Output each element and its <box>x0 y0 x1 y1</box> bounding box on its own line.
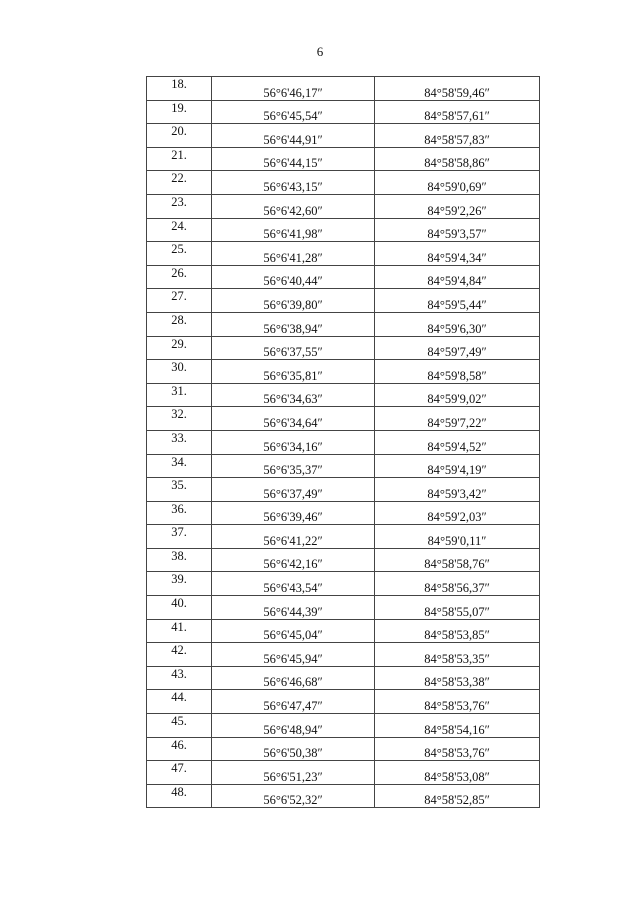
longitude-cell: 84°58'57,61″ <box>375 100 540 124</box>
longitude-cell: 84°58'53,76″ <box>375 737 540 761</box>
table-row <box>147 430 540 454</box>
latitude-cell: 56°6'47,47″ <box>212 690 375 714</box>
latitude-cell: 56°6'43,54″ <box>212 572 375 596</box>
latitude-cell: 56°6'45,54″ <box>212 100 375 124</box>
latitude-cell: 56°6'34,16″ <box>212 430 375 454</box>
table-row <box>147 383 540 407</box>
longitude-cell: 84°59'8,58″ <box>375 360 540 384</box>
longitude-cell: 84°58'54,16″ <box>375 714 540 738</box>
latitude-cell: 56°6'46,17″ <box>212 77 375 101</box>
longitude-cell: 84°59'3,57″ <box>375 218 540 242</box>
table-row <box>147 596 540 620</box>
table-row <box>147 501 540 525</box>
longitude-cell: 84°59'5,44″ <box>375 289 540 313</box>
table-row <box>147 619 540 643</box>
table-row <box>147 690 540 714</box>
latitude-cell: 56°6'38,94″ <box>212 312 375 336</box>
latitude-cell: 56°6'34,64″ <box>212 407 375 431</box>
longitude-cell: 84°58'58,76″ <box>375 548 540 572</box>
point-number-cell: 25. <box>147 242 212 266</box>
point-number-cell: 41. <box>147 619 212 643</box>
longitude-cell: 84°59'4,52″ <box>375 430 540 454</box>
table-row <box>147 572 540 596</box>
latitude-cell: 56°6'41,28″ <box>212 242 375 266</box>
point-number-cell: 24. <box>147 218 212 242</box>
table-row <box>147 124 540 148</box>
point-number-cell: 18. <box>147 77 212 101</box>
longitude-cell: 84°59'2,03″ <box>375 501 540 525</box>
table-row <box>147 171 540 195</box>
point-number-cell: 28. <box>147 312 212 336</box>
table-row <box>147 643 540 667</box>
table-row <box>147 525 540 549</box>
latitude-cell: 56°6'35,37″ <box>212 454 375 478</box>
point-number-cell: 26. <box>147 265 212 289</box>
table-row <box>147 147 540 171</box>
longitude-cell: 84°58'55,07″ <box>375 596 540 620</box>
table-row <box>147 265 540 289</box>
latitude-cell: 56°6'39,46″ <box>212 501 375 525</box>
point-number-cell: 30. <box>147 360 212 384</box>
longitude-cell: 84°58'53,85″ <box>375 619 540 643</box>
longitude-cell: 84°59'0,11″ <box>375 525 540 549</box>
latitude-cell: 56°6'48,94″ <box>212 714 375 738</box>
latitude-cell: 56°6'46,68″ <box>212 666 375 690</box>
latitude-cell: 56°6'37,49″ <box>212 478 375 502</box>
latitude-cell: 56°6'37,55″ <box>212 336 375 360</box>
latitude-cell: 56°6'44,15″ <box>212 147 375 171</box>
table-row <box>147 289 540 313</box>
point-number-cell: 29. <box>147 336 212 360</box>
longitude-cell: 84°59'4,84″ <box>375 265 540 289</box>
coordinates-table <box>146 76 540 808</box>
longitude-cell: 84°58'52,85″ <box>375 784 540 808</box>
point-number-cell: 21. <box>147 147 212 171</box>
table-row <box>147 784 540 808</box>
table-row <box>147 714 540 738</box>
point-number-cell: 44. <box>147 690 212 714</box>
table-row <box>147 548 540 572</box>
table-row <box>147 312 540 336</box>
point-number-cell: 36. <box>147 501 212 525</box>
point-number-cell: 35. <box>147 478 212 502</box>
point-number-cell: 45. <box>147 714 212 738</box>
latitude-cell: 56°6'51,23″ <box>212 761 375 785</box>
page-number: 6 <box>316 44 324 59</box>
table-row <box>147 737 540 761</box>
point-number-cell: 32. <box>147 407 212 431</box>
longitude-cell: 84°59'2,26″ <box>375 194 540 218</box>
longitude-cell: 84°59'7,49″ <box>375 336 540 360</box>
point-number-cell: 37. <box>147 525 212 549</box>
table-row <box>147 242 540 266</box>
longitude-cell: 84°58'56,37″ <box>375 572 540 596</box>
table-row <box>147 336 540 360</box>
point-number-cell: 48. <box>147 784 212 808</box>
latitude-cell: 56°6'50,38″ <box>212 737 375 761</box>
longitude-cell: 84°58'53,76″ <box>375 690 540 714</box>
latitude-cell: 56°6'34,63″ <box>212 383 375 407</box>
table-row <box>147 77 540 101</box>
longitude-cell: 84°58'59,46″ <box>375 77 540 101</box>
table-row <box>147 218 540 242</box>
point-number-cell: 46. <box>147 737 212 761</box>
point-number-cell: 38. <box>147 548 212 572</box>
table-row <box>147 407 540 431</box>
latitude-cell: 56°6'42,60″ <box>212 194 375 218</box>
table-row <box>147 454 540 478</box>
point-number-cell: 39. <box>147 572 212 596</box>
point-number-cell: 43. <box>147 666 212 690</box>
table-row <box>147 100 540 124</box>
latitude-cell: 56°6'52,32″ <box>212 784 375 808</box>
point-number-cell: 42. <box>147 643 212 667</box>
latitude-cell: 56°6'35,81″ <box>212 360 375 384</box>
longitude-cell: 84°59'4,34″ <box>375 242 540 266</box>
table-row <box>147 761 540 785</box>
point-number-cell: 31. <box>147 383 212 407</box>
latitude-cell: 56°6'39,80″ <box>212 289 375 313</box>
longitude-cell: 84°59'4,19″ <box>375 454 540 478</box>
point-number-cell: 19. <box>147 100 212 124</box>
point-number-cell: 34. <box>147 454 212 478</box>
longitude-cell: 84°58'53,38″ <box>375 666 540 690</box>
latitude-cell: 56°6'41,98″ <box>212 218 375 242</box>
point-number-cell: 33. <box>147 430 212 454</box>
longitude-cell: 84°58'53,35″ <box>375 643 540 667</box>
longitude-cell: 84°59'9,02″ <box>375 383 540 407</box>
latitude-cell: 56°6'43,15″ <box>212 171 375 195</box>
latitude-cell: 56°6'41,22″ <box>212 525 375 549</box>
longitude-cell: 84°59'7,22″ <box>375 407 540 431</box>
coordinates-table-body <box>147 77 540 808</box>
latitude-cell: 56°6'45,04″ <box>212 619 375 643</box>
table-row <box>147 360 540 384</box>
point-number-cell: 47. <box>147 761 212 785</box>
longitude-cell: 84°59'0,69″ <box>375 171 540 195</box>
longitude-cell: 84°58'57,83″ <box>375 124 540 148</box>
latitude-cell: 56°6'45,94″ <box>212 643 375 667</box>
latitude-cell: 56°6'42,16″ <box>212 548 375 572</box>
longitude-cell: 84°59'3,42″ <box>375 478 540 502</box>
table-row <box>147 194 540 218</box>
table-row <box>147 666 540 690</box>
point-number-cell: 27. <box>147 289 212 313</box>
point-number-cell: 40. <box>147 596 212 620</box>
longitude-cell: 84°58'58,86″ <box>375 147 540 171</box>
longitude-cell: 84°58'53,08″ <box>375 761 540 785</box>
table-row <box>147 478 540 502</box>
longitude-cell: 84°59'6,30″ <box>375 312 540 336</box>
point-number-cell: 20. <box>147 124 212 148</box>
latitude-cell: 56°6'44,91″ <box>212 124 375 148</box>
latitude-cell: 56°6'40,44″ <box>212 265 375 289</box>
point-number-cell: 23. <box>147 194 212 218</box>
point-number-cell: 22. <box>147 171 212 195</box>
latitude-cell: 56°6'44,39″ <box>212 596 375 620</box>
